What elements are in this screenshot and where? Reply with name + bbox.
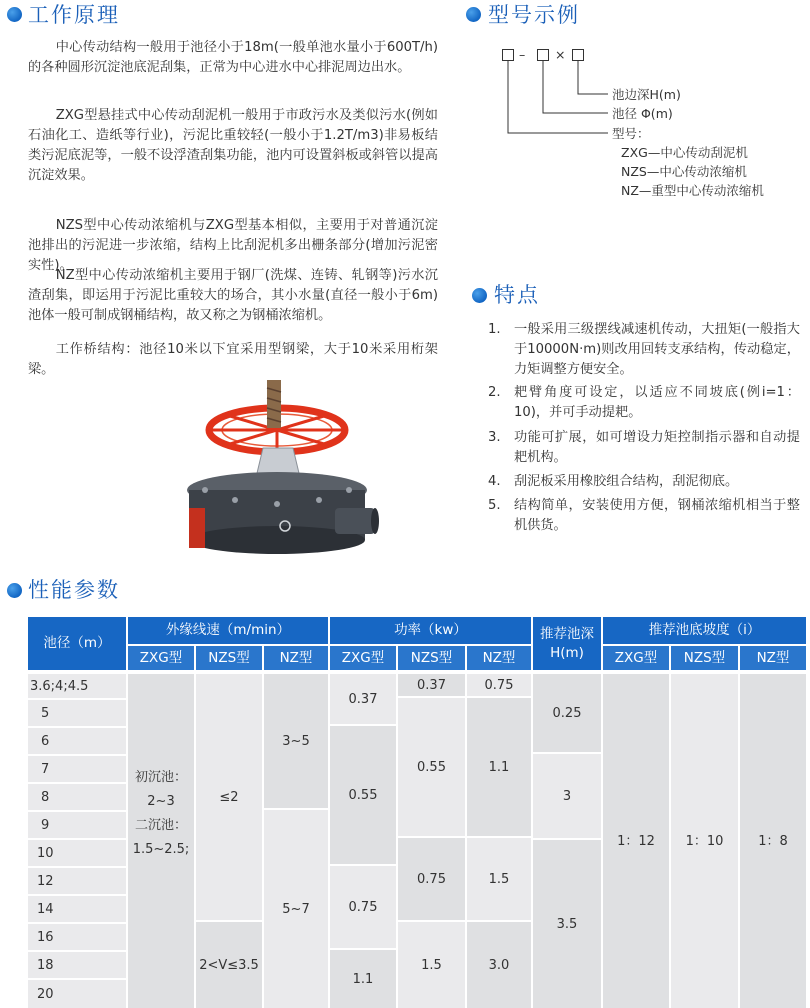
model-times: × [555, 47, 566, 62]
table-cell-speed-nzs: 2<V≤3.5 [196, 922, 262, 1008]
feature-number: 5. [488, 498, 501, 513]
table-cell-diameter: 20 [28, 980, 126, 1008]
table-cell-power-nz: 0.75 [467, 674, 531, 696]
table-cell-diameter: 12 [28, 868, 126, 894]
table-cell-power-nz: 1.1 [467, 698, 531, 836]
principle-paragraph: ZXG型悬挂式中心传动刮泥机一般用于市政污水及类似污水(例如石油化工、造纸等行业)，污泥比重较轻(一般小于1.2T/m3)非易板结类污泥底泥等，一般不设浮渣刮集功能，池内可设置斜板或斜管以提高沉淀效果。 [28, 108, 438, 183]
table-cell-depth: 0.25 [533, 674, 601, 752]
header-diameter: 池径（m） [28, 617, 126, 670]
table-cell-power-nzs: 0.75 [398, 838, 465, 920]
table-cell-slope-nzs: 1：10 [671, 674, 738, 1008]
header-speed: 外缘线速（m/min） [128, 617, 328, 644]
speed-zxg-text: 初沉池： 2~3 二沉池： 1.5~2.5; [132, 770, 190, 857]
principle-paragraph: 中心传动结构一般用于池径小于18m(一般单池水量小于600T/h)的各种圆形沉淀池底泥刮集，正常为中心进水中心排泥周边出水。 [28, 40, 438, 75]
header-speed-nz: NZ型 [264, 646, 328, 670]
table-cell-diameter: 16 [28, 924, 126, 950]
principle-paragraph: NZS型中心传动浓缩机与ZXG型基本相似，主要用于对普通沉淀池排出的污泥进一步浓缩，结构上比刮泥机多出栅条部分(增加污泥密实性)。 [28, 218, 438, 273]
principle-paragraph: NZ型中心传动浓缩机主要用于钢厂(洗煤、连铸、轧钢等)污水沉渣刮集，即运用于污泥比重较大的场合，其小水量(直径一般小于6m)池体一般可制成钢桶结构，故又称之为钢桶浓缩机。 [28, 268, 438, 323]
feature-text: 刮泥板采用橡胶组合结构，刮泥彻底。 [514, 474, 739, 489]
feature-number: 1. [488, 322, 501, 337]
model-label-zxg: ZXG—中心传动刮泥机 [621, 145, 748, 160]
section-title-principle: 工作原理 [28, 3, 120, 27]
header-speed-nzs: NZS型 [196, 646, 262, 670]
feature-item [488, 472, 800, 492]
table-cell-power-zxg: 1.1 [330, 950, 396, 1008]
feature-number: 4. [488, 474, 501, 489]
table-cell-speed-nz: 3~5 [264, 674, 328, 808]
model-label-nz: NZ—重型中心传动浓缩机 [621, 183, 764, 198]
model-dash: – [519, 47, 526, 62]
header-speed-zxg: ZXG型 [128, 646, 194, 670]
feature-text: 结构简单，安装使用方便，钢桶浓缩机相当于整机供货。 [514, 498, 800, 533]
model-label-diameter: 池径 Φ(m) [612, 106, 673, 121]
feature-text: 一般采用三级摆线减速机传动，大扭矩(一般指大于10000N·m)则改用回转支承结构，传动稳定，力矩调整方便安全。 [514, 322, 800, 377]
table-cell-power-zxg: 0.37 [330, 674, 396, 724]
table-cell-power-nz: 3.0 [467, 922, 531, 1008]
table-cell-slope-nz: 1：8 [740, 674, 806, 1008]
header-depth [533, 617, 601, 670]
feature-number: 2. [488, 385, 501, 400]
feature-text: 功能可扩展，如可增设力矩控制指示器和自动提耙机构。 [514, 430, 800, 465]
header-slope-nzs: NZS型 [671, 646, 738, 670]
header-depth-text: 推荐池深H(m) [540, 625, 594, 661]
section-bullet-icon [7, 583, 22, 598]
feature-item [488, 383, 800, 423]
table-cell-power-nzs: 0.55 [398, 698, 465, 836]
table-cell-diameter: 7 [28, 756, 126, 782]
section-title-features: 特点 [494, 283, 540, 307]
model-label-type: 型号： [612, 126, 650, 141]
table-cell-depth: 3 [533, 754, 601, 838]
header-slope-nz: NZ型 [740, 646, 806, 670]
header-slope: 推荐池底坡度（i） [603, 617, 806, 644]
header-power-nz: NZ型 [467, 646, 531, 670]
table-cell-speed-zxg [128, 674, 194, 1008]
table-cell-diameter: 8 [28, 784, 126, 810]
table-cell-diameter: 5 [28, 700, 126, 726]
section-title-model: 型号示例 [488, 3, 580, 27]
table-cell-diameter: 6 [28, 728, 126, 754]
principle-paragraph: 工作桥结构：池径10米以下宜采用型钢梁，大于10米采用桁架梁。 [28, 342, 438, 377]
table-cell-diameter: 10 [28, 840, 126, 866]
feature-item [488, 320, 800, 380]
table-cell-speed-nzs: ≤2 [196, 674, 262, 920]
feature-number: 3. [488, 430, 501, 445]
table-cell-power-zxg: 0.75 [330, 866, 396, 948]
table-cell-depth: 3.5 [533, 840, 601, 1008]
model-label-nzs: NZS—中心传动浓缩机 [621, 164, 747, 179]
header-power-nzs: NZS型 [398, 646, 465, 670]
header-slope-zxg: ZXG型 [603, 646, 669, 670]
header-power: 功率（kw） [330, 617, 531, 644]
model-label-depth: 池边深H(m) [612, 87, 681, 102]
table-cell-power-nzs: 0.37 [398, 674, 465, 696]
table-cell-slope-zxg: 1：12 [603, 674, 669, 1008]
mud-scraper-machine-illustration [185, 378, 380, 563]
header-power-zxg: ZXG型 [330, 646, 396, 670]
table-cell-power-nz: 1.5 [467, 838, 531, 920]
table-cell-diameter: 9 [28, 812, 126, 838]
feature-item [488, 428, 800, 468]
table-cell-diameter: 3.6;4;4.5 [28, 674, 126, 698]
feature-text: 耙臂角度可设定，以适应不同坡底(例i=1：10)，并可手动提耙。 [514, 385, 800, 420]
table-cell-speed-nz: 5~7 [264, 810, 328, 1008]
table-cell-power-nzs: 1.5 [398, 922, 465, 1008]
table-cell-power-zxg: 0.55 [330, 726, 396, 864]
table-cell-diameter: 14 [28, 896, 126, 922]
section-title-params: 性能参数 [28, 578, 120, 602]
section-bullet-icon [472, 288, 487, 303]
feature-item [488, 496, 800, 536]
table-cell-diameter: 18 [28, 952, 126, 978]
